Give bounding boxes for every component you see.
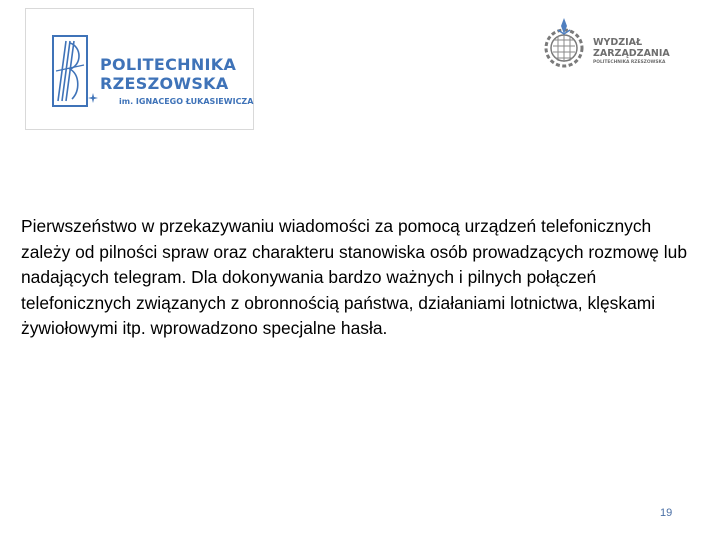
university-subtitle: im. IGNACEGO ŁUKASIEWICZA [119,97,254,106]
body-paragraph: Pierwszeństwo w przekazywaniu wiadomości za pomocą urządzeń telefonicznych zależy od pilności spraw oraz charakteru stanowiska osób prowadzących rozmowę lub nadających telegram. Dla dokonywania bardzo ważnych i pilnych połączeń telefonicznych związanych z obronnością państwa, działaniami lotnictwa, klęskami żywiołowymi itp. wprowadzono specjalne hasła. [21,216,687,338]
star-icon [88,93,98,103]
politechnika-logo [25,8,254,130]
faculty-logo [543,16,683,74]
university-emblem-icon [52,35,88,107]
faculty-name-line1: WYDZIAŁ [593,37,643,48]
faculty-name-line2: ZARZĄDZANIA [593,48,670,59]
faculty-gear-icon [543,16,589,74]
university-name-line2: RZESZOWSKA [100,74,229,93]
faculty-subtitle: POLITECHNIKA RZESZOWSKA [593,60,666,65]
page-number: 19 [660,507,673,519]
university-name-line1: POLITECHNIKA [100,55,237,74]
faculty-name [593,37,670,59]
university-name [100,55,236,93]
